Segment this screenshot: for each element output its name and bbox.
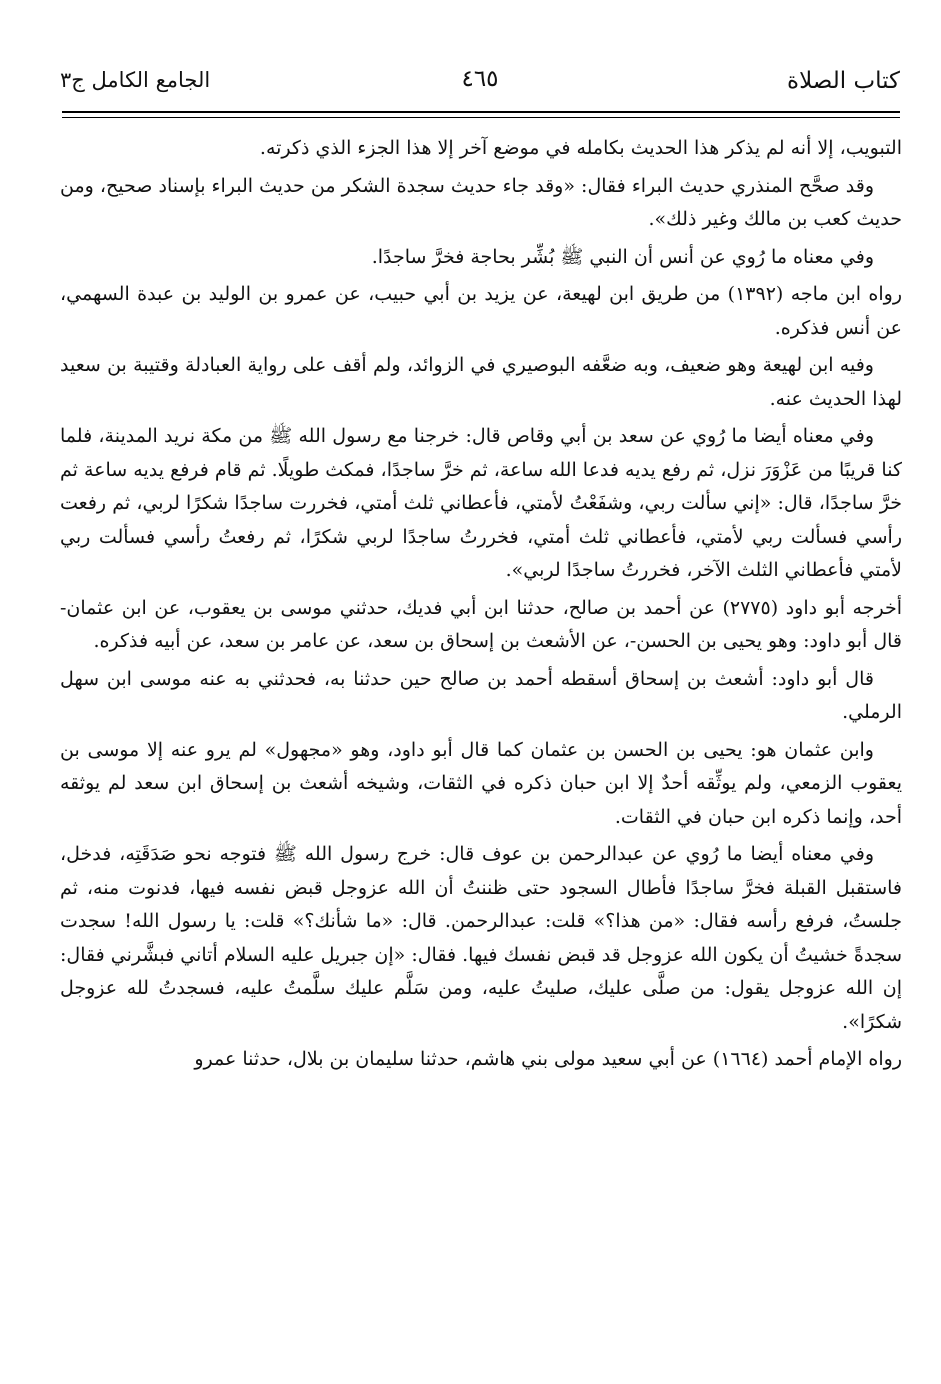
paragraph: وفي معناه أيضا ما رُوي عن عبدالرحمن بن عوف قال: خرج رسول الله ﷺ فتوجه نحو صَدَقَتِه، فدخل، فاستقبل القبلة فخرَّ ساجدًا فأطال السجود حتى ظننتُ أن الله عزوجل قبض نفسه فيها، فدنوت منه، ثم جلستُ، فرفع رأسه فقال: «من هذا؟» قلت: عبدالرحمن. قال: «ما شأنك؟» قلت: يا رسول الله! سجدت سجدةً خشيتُ أن يكون الله عزوجل قد قبض نفسك فيها. فقال: «إن جبريل عليه السلام أتاني فبشَّرني فقال: إن الله عزوجل يقول: من صلَّى عليك، صليتُ عليه، ومن سَلَّم عليك سلَّمتُ عليه، فسجدتُ لله عزوجل شكرًا». [60, 843, 902, 1033]
paragraph: رواه ابن ماجه (١٣٩٢) من طريق ابن لهيعة، عن يزيد بن أبي حبيب، عن عمرو بن الوليد بن عبدة السهمي، عن أنس فذكره. [60, 283, 902, 339]
page-header [60, 62, 900, 106]
paragraph: وابن عثمان هو: يحيى بن الحسن بن عثمان كما قال أبو داود، وهو «مجهول» لم يرو عنه إلا موسى بن يعقوب الزمعي، ولم يوثِّقه أحدٌ إلا ابن حبان ذكره في الثقات، وشيخه أشعث بن إسحاق ابن سعد لم يوثقه أحد، وإنما ذكره ابن حبان في الثقات. [60, 738, 902, 828]
paragraph: وقد صحَّح المنذري حديث البراء فقال: «وقد جاء حديث سجدة الشكر من حديث البراء بإسناد صحيح، ومن حديث كعب بن مالك وغير ذلك». [60, 174, 902, 230]
header-rule-thin [62, 117, 900, 118]
page-body [60, 132, 902, 1372]
paragraph: رواه الإمام أحمد (١٦٦٤) عن أبي سعيد مولى بني هاشم، حدثنا سليمان بن بلال، حدثنا عمرو [194, 1048, 902, 1070]
paragraph: قال أبو داود: أشعث بن إسحاق أسقطه أحمد بن صالح حين حدثنا به، فحدثني به عنه موسى ابن سهل الرملي. [60, 667, 902, 723]
paragraph: وفي معناه أيضا ما رُوي عن سعد بن أبي وقاص قال: خرجنا مع رسول الله ﷺ من مكة نريد المدينة، فلما كنا قريبًا من عَزْوَرَ نزل، ثم رفع يديه فدعا الله ساعة، ثم خرَّ ساجدًا، فمكث طويلًا. ثم قام فرفع يديه ساعة ثم خرَّ ساجدًا، قال: «إني سألت ربي، وشفَعْتُ لأمتي، فأعطاني ثلث أمتي، فخررت ساجدًا شكرًا لربي، ثم رفعت رأسي فسألت ربي لأمتي، فأعطاني ثلث أمتي، فخررتُ ساجدًا لربي شكرًا، ثم رفعتُ رأسي فسألت ربي لأمتي فأعطاني الثلث الآخر، فخررتُ ساجدًا لربي». [60, 425, 902, 581]
page-number: ٤٦٥ [461, 66, 499, 92]
paragraph: وفي معناه ما رُوي عن أنس أن النبي ﷺ بُشِّر بحاجة فخرَّ ساجدًا. [371, 245, 874, 268]
chapter-title: كتاب الصلاة [787, 68, 900, 94]
header-rule-thick [62, 111, 900, 113]
paragraph: أخرجه أبو داود (٢٧٧٥) عن أحمد بن صالح، حدثنا ابن أبي فديك، حدثني موسى بن يعقوب، عن ابن عثمان- قال أبو داود: وهو يحيى بن الحسن-، عن الأشعث بن إسحاق بن سعد، عن عامر بن سعد، عن أبيه فذكره. [60, 596, 902, 652]
paragraph: وفيه ابن لهيعة وهو ضعيف، وبه ضعَّفه البوصيري في الزوائد، ولم أقف على رواية العبادلة وقتيبة بن سعيد لهذا الحديث عنه. [60, 354, 902, 410]
book-title: الجامع الكامل ج٣ [60, 68, 211, 92]
paragraph: التبويب، إلا أنه لم يذكر هذا الحديث بكامله في موضع آخر إلا هذا الجزء الذي ذكرته. [259, 137, 902, 159]
